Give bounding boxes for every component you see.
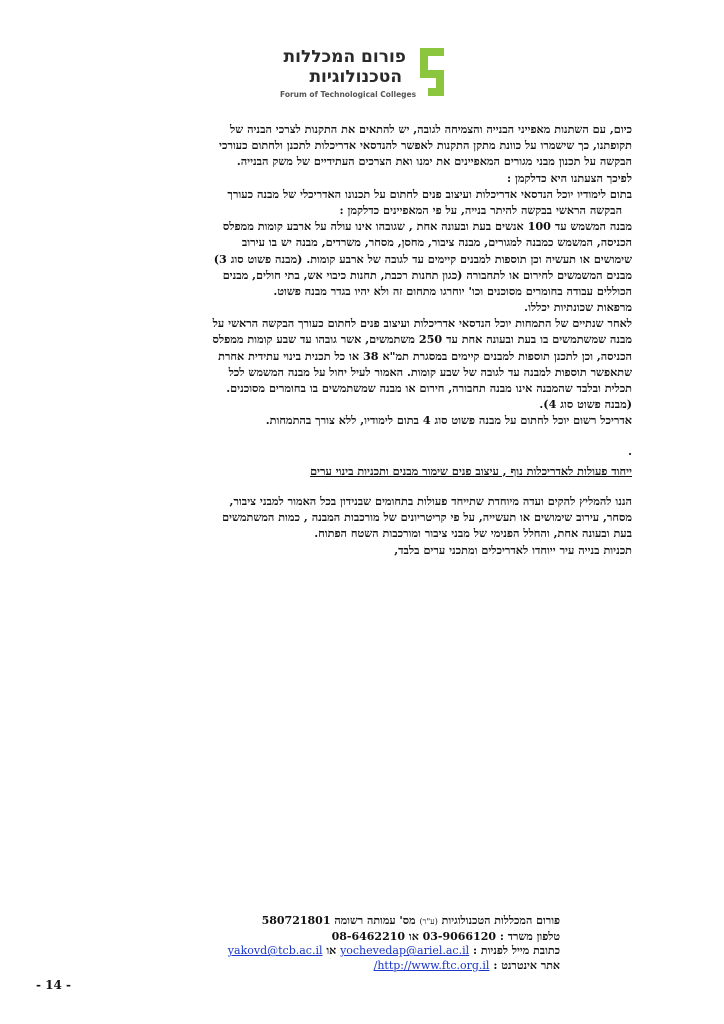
logo-english-name: Forum of Technological Colleges [280, 90, 417, 99]
text-line: שתאפשר תוספות למבנה עד לגובה של שבע קומות. האמור לעיל יחול על מבנה המשמש לכל [228, 364, 632, 379]
paragraph-simple-building-type3 [92, 186, 632, 316]
separator-dot: . [628, 443, 632, 458]
document-body [92, 121, 632, 558]
footer-reg-label: מס' עמותה רשומה [334, 914, 416, 927]
text-line: (מבנה פשוט סוג 4). [539, 397, 632, 412]
text-line: מסחר, עירוב שימושים או תעשייה, על פי קריטריונים של מורכבות המבנה , כמות המשתמשים [222, 510, 632, 525]
text-line: מבנים המשמשים לחירום או לתחבורה (כגון תחנות רכבת, תחנות כיבוי אש, בתי חולים, מבנים [222, 267, 632, 282]
text-line: הבקשה על תכנון מבני מגורים המאפיינים את ימנו ואת הצרכים העתידיים של משק הבנייה. [236, 154, 632, 169]
text-line: כיום, עם השתנות מאפייני הבנייה והצמיחה לגובה, יש להתאים את התקנות לצרכי הבניה של [230, 122, 632, 136]
text-line: הבקשה הראשי בבקשה להיתר בנייה, על פי המאפיינים כדלקמן : [339, 202, 622, 217]
section-heading: ייחוד פעולות לאדריכלות נוף , עיצוב פנים שימור מבנים ותכניות בינוי ערים [310, 463, 632, 478]
text-line: מרפאות שכונתיות יכללו. [524, 300, 632, 315]
text-line: הכוללים עבודה בחומרים מסוכנים וכו' יוחרגו מתחום זה ולא יהיו בגדר מבנה פשוט. [273, 283, 632, 298]
text-line: מבנה שמשתמשים בו בעת ובעונה אחת עד 250 משתמשים, אשר גובהו עד שבע קומות ממפלס [212, 332, 632, 347]
logo-title-line1: פורום המכללות [283, 47, 406, 67]
logo-title-line2: הטכנולוגיות [309, 67, 402, 87]
footer-email-label: כתובת מייל לפניות : [472, 944, 560, 958]
paragraph-simple-building-type4 [92, 315, 632, 428]
paragraph-intro [92, 121, 632, 186]
paragraph-special-committee [92, 493, 632, 558]
text-line: לפיכך הצעתנו היא כדלקמן : [507, 170, 632, 185]
footer-org-name: פורום המכללות הטכנולוגיות [441, 914, 560, 927]
footer-web-label: אתר אינטרנט : [493, 958, 560, 972]
text-line: תקופתנו, כך שישמרו על כוונת מתקן התקנות לאפשר להנדסאי אדריכלות לתכנן ולחתום כעורכי [219, 138, 632, 153]
footer-email-or: או [326, 944, 337, 958]
text-line: אדריכל רשום יוכל לחתום על מבנה פשוט סוג 4 בתום לימודיו, ללא צורך בהתמחות. [265, 413, 632, 428]
footer-email-line [160, 944, 560, 959]
text-line: תכלית ובלבד שהמבנה אינו מבנה תחבורה, חירום או מבנה שמשתמשים בו בחומרים מסוכנים. [226, 381, 632, 395]
website-link[interactable]: http://www.ftc.org.il/ [373, 958, 490, 972]
text-line: מבנה המשמש עד 100 אנשים בעת ובעונה אחת , שגובהו אינו עולה על ארבע קומות ממפלס [222, 219, 632, 234]
page-footer [160, 914, 560, 973]
footer-web-line [160, 959, 560, 974]
text-line: בעת ובעונה אחת, והחלל הפנימי של מבני ציבור ומורכבות השטח הפתוח. [314, 526, 632, 541]
text-line: הכניסה, המשמש כמבנה למגורים, מבנה ציבור, מחסן, מסחר, משרדים, מבנה יש בו עירוב [241, 235, 632, 250]
page-number: - 14 - [36, 978, 72, 992]
footer-phone: טלפון משרד : 03-9066120 או 08-6462210 [331, 929, 560, 943]
text-line: לאחר שנתיים של התמחות יוכל הנדסאי אדריכלות ועיצוב פנים לחתום כעורך הבקשה הראשי על [212, 316, 632, 331]
footer-reg-number: 580721801 [261, 914, 331, 927]
footer-org-tag: (ע"ר) [419, 917, 438, 926]
text-line: בתום לימודיו יוכל הנדסאי אדריכלות ועיצוב פנים לחתום על תכנונו האדריכלי של מבנה כעורך [227, 186, 632, 201]
text-line: הננו להמליץ להקים ועדה מיוחדת שתייחד פעולות בתחומים שבנידון בכל האמור למבני ציבור, [229, 493, 632, 508]
text-line: הכניסה, וכן לתכנן תוספות למבנים קיימים במסגרת תמ"א 38 או כל תכנית בינוי עתידית אחרת [218, 348, 632, 363]
text-line: שימושים או תעשיה וכן תוספות למבנים קיימים עד לגובה של ארבע קומות. (מבנה פשוט סוג 3) [213, 251, 632, 266]
forum-logo-icon [418, 48, 446, 96]
email-link-tcb[interactable]: yakovd@tcb.ac.il [227, 944, 323, 958]
email-link-ariel[interactable]: yochevedap@ariel.ac.il [340, 944, 470, 958]
footer-org-line [160, 914, 560, 930]
text-line: תכניות בנייה עיר ייוחדו לאדריכלים ומתכני ערים בלבד, [394, 542, 632, 557]
forum-logo [258, 44, 458, 106]
